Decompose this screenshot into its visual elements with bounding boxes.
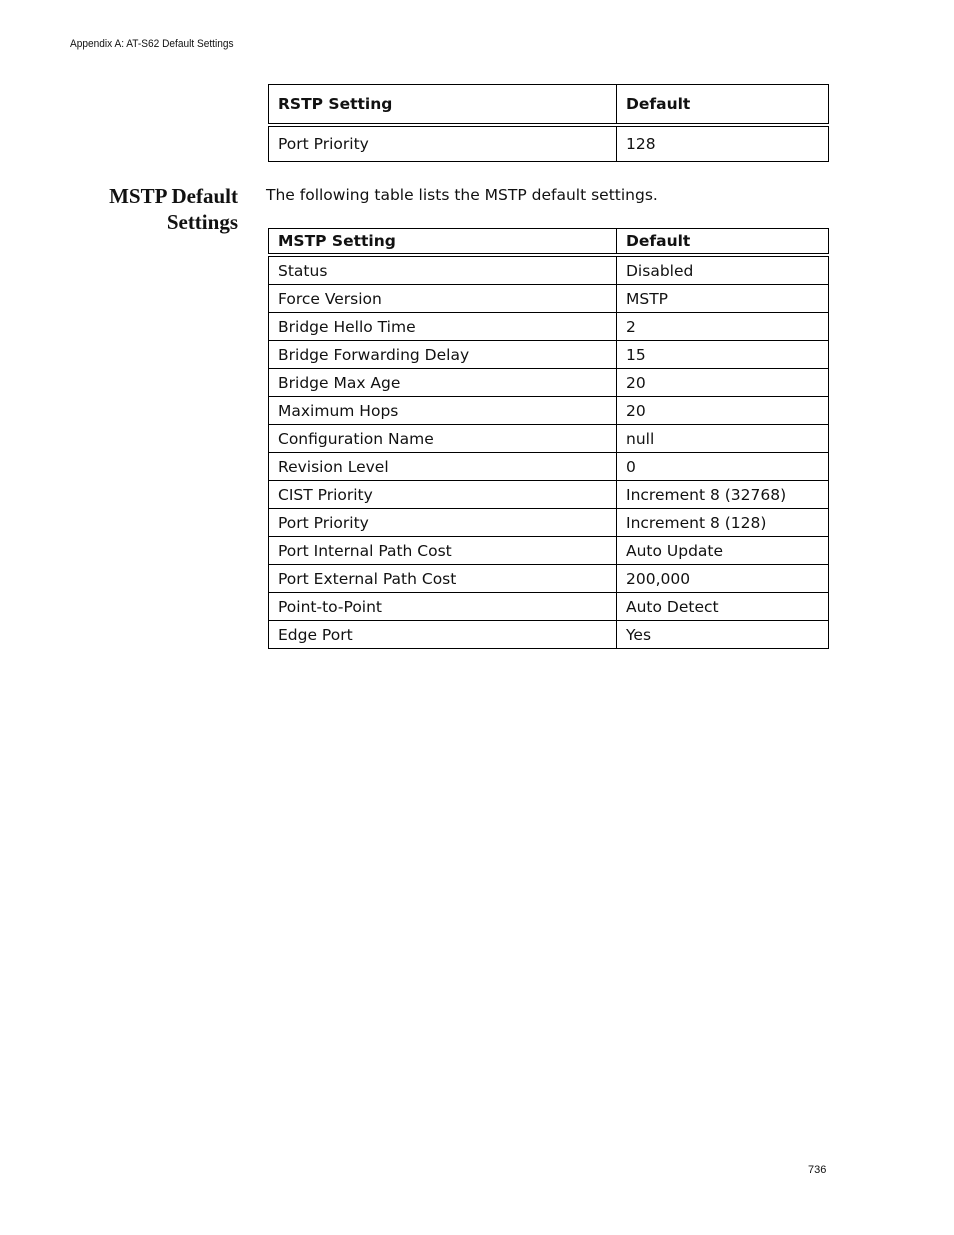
setting-cell: Port Priority (269, 125, 617, 162)
column-header-default: Default (617, 229, 829, 256)
default-cell: null (617, 425, 829, 453)
setting-cell: Port Priority (269, 509, 617, 537)
default-cell: 20 (617, 369, 829, 397)
setting-cell: Port External Path Cost (269, 565, 617, 593)
setting-cell: Point-to-Point (269, 593, 617, 621)
table-row (269, 369, 829, 397)
table-row (269, 621, 829, 649)
section-heading-line: MSTP Default (109, 184, 238, 208)
table-row (269, 397, 829, 425)
default-cell: Auto Update (617, 537, 829, 565)
column-header-setting: MSTP Setting (269, 229, 617, 256)
default-cell: MSTP (617, 285, 829, 313)
table-row (269, 509, 829, 537)
setting-cell: CIST Priority (269, 481, 617, 509)
setting-cell: Configuration Name (269, 425, 617, 453)
mstp-defaults-table (268, 228, 829, 649)
setting-cell: Bridge Forwarding Delay (269, 341, 617, 369)
page-number: 736 (808, 1164, 827, 1176)
rstp-defaults-table (268, 84, 829, 162)
column-header-default: Default (617, 85, 829, 126)
table-header-row (269, 85, 829, 126)
setting-cell: Revision Level (269, 453, 617, 481)
default-cell: Disabled (617, 255, 829, 285)
table-row (269, 255, 829, 285)
default-cell: 0 (617, 453, 829, 481)
table-row (269, 125, 829, 162)
intro-text: The following table lists the MSTP default settings. (266, 186, 658, 204)
table-row (269, 453, 829, 481)
setting-cell: Force Version (269, 285, 617, 313)
setting-cell: Edge Port (269, 621, 617, 649)
setting-cell: Maximum Hops (269, 397, 617, 425)
default-cell: 128 (617, 125, 829, 162)
table-row (269, 425, 829, 453)
table-row (269, 537, 829, 565)
setting-cell: Bridge Hello Time (269, 313, 617, 341)
default-cell: Yes (617, 621, 829, 649)
table-row (269, 593, 829, 621)
default-cell: Increment 8 (128) (617, 509, 829, 537)
table-row (269, 341, 829, 369)
section-heading-line: Settings (166, 210, 238, 234)
table-row (269, 481, 829, 509)
default-cell: Auto Detect (617, 593, 829, 621)
table-row (269, 285, 829, 313)
section-heading (109, 183, 238, 235)
running-header: Appendix A: AT-S62 Default Settings (70, 38, 234, 50)
setting-cell: Status (269, 255, 617, 285)
default-cell: 2 (617, 313, 829, 341)
table-row (269, 565, 829, 593)
table-header-row (269, 229, 829, 256)
default-cell: 20 (617, 397, 829, 425)
default-cell: Increment 8 (32768) (617, 481, 829, 509)
table-row (269, 313, 829, 341)
column-header-setting: RSTP Setting (269, 85, 617, 126)
default-cell: 200,000 (617, 565, 829, 593)
setting-cell: Port Internal Path Cost (269, 537, 617, 565)
setting-cell: Bridge Max Age (269, 369, 617, 397)
default-cell: 15 (617, 341, 829, 369)
